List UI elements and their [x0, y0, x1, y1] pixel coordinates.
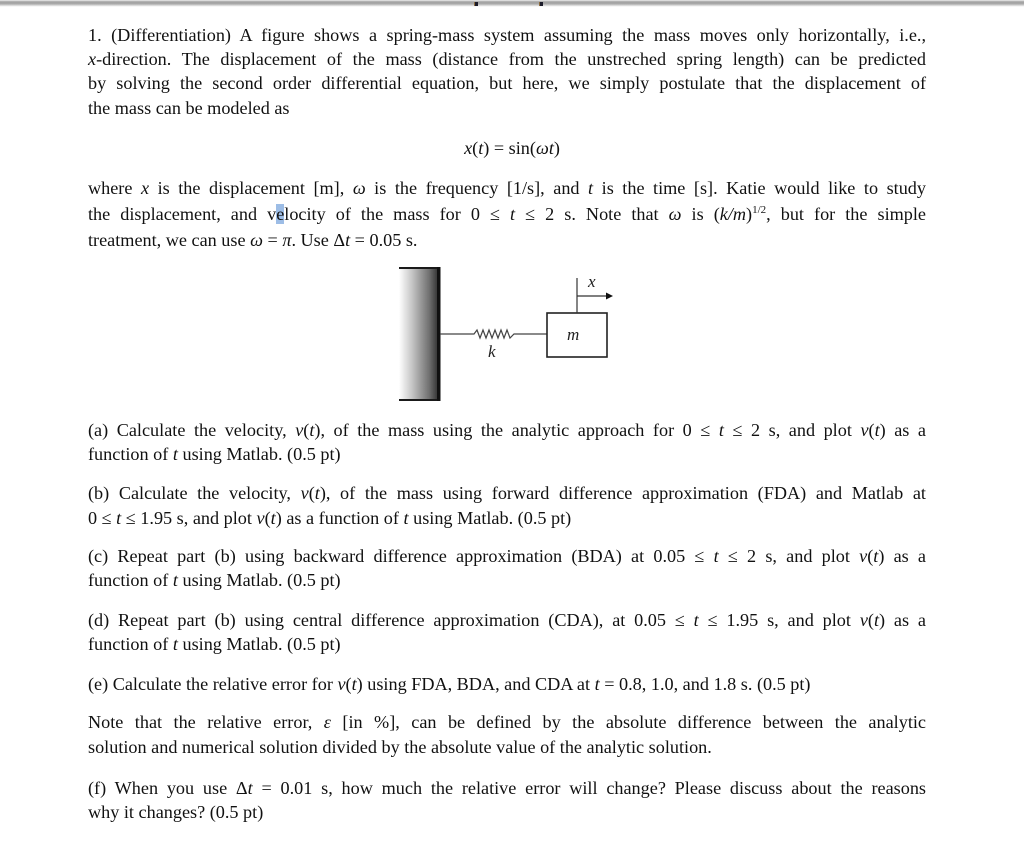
intro-line-4: the mass can be modeled as: [88, 98, 290, 118]
note-line-1: Note that the relative error, ε [in %], can be defined by the absolute difference between the analytic: [88, 712, 926, 732]
displacement-equation: x(t) = sin(ωt): [464, 138, 560, 158]
part-f-line-1: (f) When you use Δt = 0.01 s, how much the relative error will change? Please discuss about the reasons: [88, 778, 926, 798]
page-marker: [474, 2, 478, 6]
spring-mass-figure: [395, 262, 635, 407]
wall-icon: [399, 267, 441, 401]
intro-line-1: 1. (Differentiation) A figure shows a spring-mass system assuming the mass moves only horizontally, i.e.,: [88, 25, 926, 45]
part-f-line-2: why it changes? (0.5 pt): [88, 802, 264, 822]
part-b-line-1: (b) Calculate the velocity, v(t), of the mass using forward difference approximation (FDA) and Matlab at: [88, 483, 926, 503]
definitions-line-2: the displacement, and velocity of the mass for 0 ≤ t ≤ 2 s. Note that ω is $(k/m)^{1/2}$, but for the simple: [88, 204, 927, 224]
spring-icon: [440, 330, 547, 338]
intro-line-3: by solving the second order differential equation, but here, we simply postulate that the displacement of: [88, 73, 926, 93]
definitions-line-1: where x is the displacement [m], ω is the frequency [1/s], and t is the time [s]. Katie would like to study: [88, 178, 926, 198]
intro-line-2: x-direction. The displacement of the mass (distance from the unstreched spring length) can be predicted: [88, 49, 926, 69]
mass-label: m: [567, 325, 580, 344]
text-cursor-selection[interactable]: e: [276, 204, 285, 224]
var-x: x: [88, 49, 97, 69]
part-c-line-2: function of t using Matlab. (0.5 pt): [88, 570, 341, 590]
spring-label: k: [488, 342, 496, 361]
part-b-line-2: 0 ≤ t ≤ 1.95 s, and plot v(t) as a function of t using Matlab. (0.5 pt): [88, 508, 572, 528]
viewer-top-bar: [0, 0, 1024, 7]
part-c-line-1: (c) Repeat part (b) using backward difference approximation (BDA) at 0.05 ≤ t ≤ 2 s, and plot v(t) as a: [88, 546, 926, 566]
part-a-line-2: function of t using Matlab. (0.5 pt): [88, 444, 341, 464]
part-d-line-1: (d) Repeat part (b) using central difference approximation (CDA), at 0.05 ≤ t ≤ 1.95 s, and plot v(t) as a: [88, 610, 926, 630]
spring-mass-diagram: [395, 262, 635, 407]
definitions-line-3: treatment, we can use ω = π. Use Δt = 0.05 s.: [88, 230, 418, 250]
axis-label-x: x: [588, 272, 596, 291]
page-marker: [539, 2, 543, 6]
note-line-2: solution and numerical solution divided by the absolute value of the analytic solution.: [88, 737, 712, 757]
part-d-line-2: function of t using Matlab. (0.5 pt): [88, 634, 341, 654]
part-a-line-1: (a) Calculate the velocity, v(t), of the mass using the analytic approach for 0 ≤ t ≤ 2 s, and plot v(t) as a: [88, 420, 927, 440]
part-e-line-1: (e) Calculate the relative error for v(t) using FDA, BDA, and CDA at t = 0.8, 1.0, and 1.8 s. (0.5 pt): [88, 674, 811, 694]
